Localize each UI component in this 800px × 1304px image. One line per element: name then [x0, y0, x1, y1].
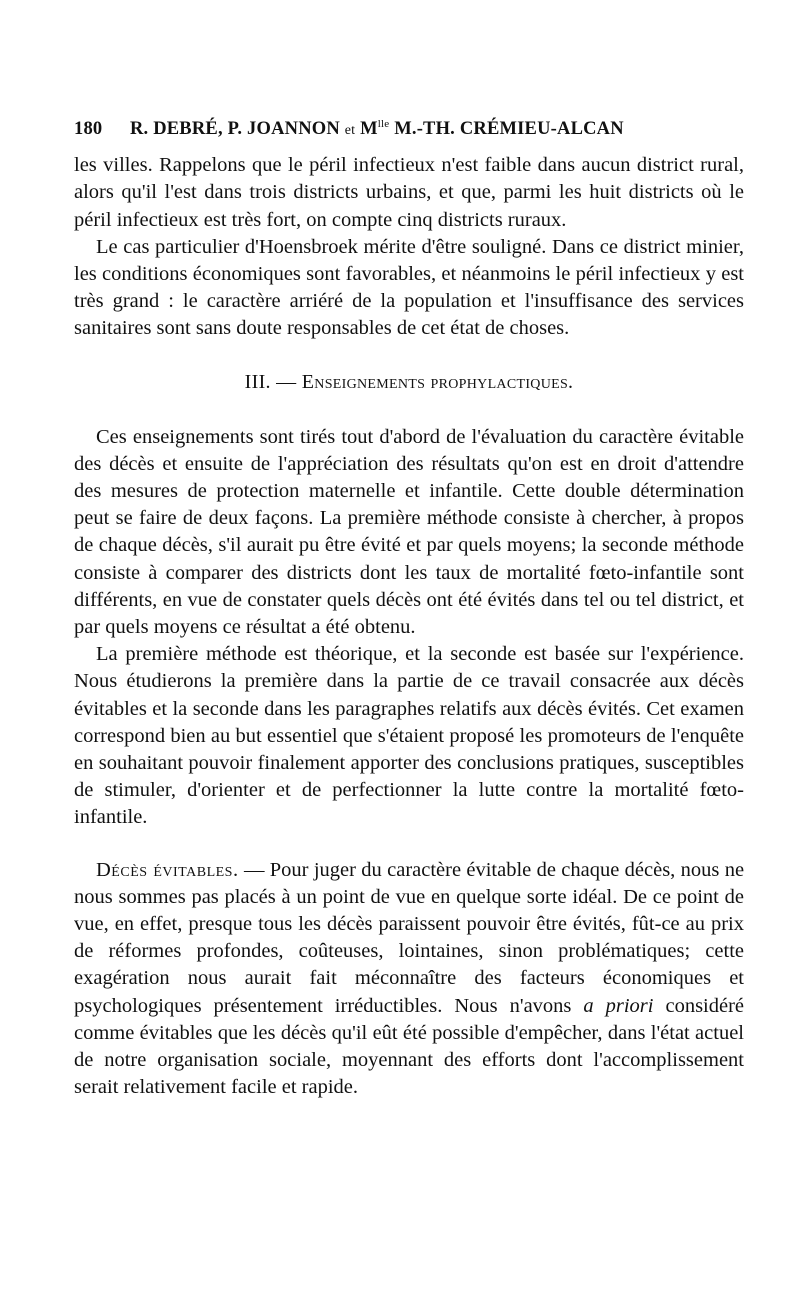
document-page: [74, 118, 744, 1101]
paragraph-hoensbroek: Le cas particulier d'Hoensbroek mérite d'être souligné. Dans ce district minier, les conditions économiques sont favorables, et néanmoins le péril infectieux y est très grand : le caractère arriéré de la population et l'insuffisance des services sanitaires sont sans doute responsables de cet état de choses.: [74, 235, 744, 340]
italic-a-priori: a priori: [583, 994, 654, 1017]
paragraph-text-part2: considéré comme évitables que les décès qu'il eût été possible d'empêcher, dans l'état actuel de notre organisation sociale, moyennant des efforts dont l'accomplissement serait relativement facile et rapide.: [74, 994, 745, 1099]
paragraph-lead-dash: —: [243, 858, 265, 881]
paragraph-lead: Décès évitables.: [96, 858, 239, 881]
authors-part2: M.-TH. CRÉMIEU-ALCAN: [394, 119, 624, 140]
running-header: [74, 118, 744, 140]
authors-part1: R. DEBRÉ, P. JOANNON: [130, 119, 340, 140]
authors-mlle-sup: lle: [377, 118, 390, 130]
paragraph-continued: les villes. Rappelons que le péril infectieux n'est faible dans aucun district rural, alors qu'il l'est dans trois districts urbains, et que, parmi les huit districts où le péril infectieux est très fort, on compte cinq districts ruraux.: [74, 154, 744, 231]
section-heading: [74, 371, 744, 394]
running-title: [130, 118, 744, 140]
paragraph-enseignements: Ces enseignements sont tirés tout d'abord de l'évaluation du caractère évitable des décès et ensuite de l'appréciation des résultats qu'on est en droit d'attendre des mesures de protection maternelle et infantile. Cette double détermination peut se faire de deux façons. La première méthode consiste à chercher, à propos de chaque décès, s'il aurait pu être évité et par quels moyens; la seconde méthode consiste à comparer des districts dont les taux de mortalité fœto-infantile sont différents, en vue de constater quels décès ont été évités dans tel ou tel district, et par quels moyens ce résultat a été obtenu.: [74, 425, 744, 638]
paragraph-text-part1: Pour juger du caractère évitable de chaque décès, nous ne nous sommes pas placés à un point de vue en quelque sorte idéal. De ce point de vue, en effet, presque tous les décès paraissent pouvoir être évités, fût-ce au prix de réformes profondes, coûteuses, lointaines, sinon problématiques; cette exagération nous aurait fait méconnaître des facteurs économiques et psychologiques présentement irréductibles. Nous n'avons: [74, 858, 745, 1017]
paragraph-spacer: [74, 832, 744, 857]
section-number: III.: [244, 370, 271, 393]
section-title: Enseignements prophylactiques.: [301, 370, 574, 393]
section-dash: —: [276, 370, 297, 393]
authors-et: et: [344, 123, 356, 139]
paragraph-deces-evitables: [74, 857, 744, 1102]
paragraph-methodes: La première méthode est théorique, et la seconde est basée sur l'expérience. Nous étudierons la première dans la partie de ce travail consacrée aux décès évitables et la seconde dans les paragraphes relatifs aux décès évités. Cet examen correspond bien au but essentiel que s'étaient proposé les promoteurs de l'enquête en souhaitant pouvoir finalement apporter des conclusions pratiques, susceptibles de stimuler, d'orienter et de perfectionner la lutte contre la mortalité fœto-infantile.: [74, 643, 744, 829]
page-number: 180: [74, 119, 103, 140]
authors-mlle: M: [360, 119, 378, 140]
